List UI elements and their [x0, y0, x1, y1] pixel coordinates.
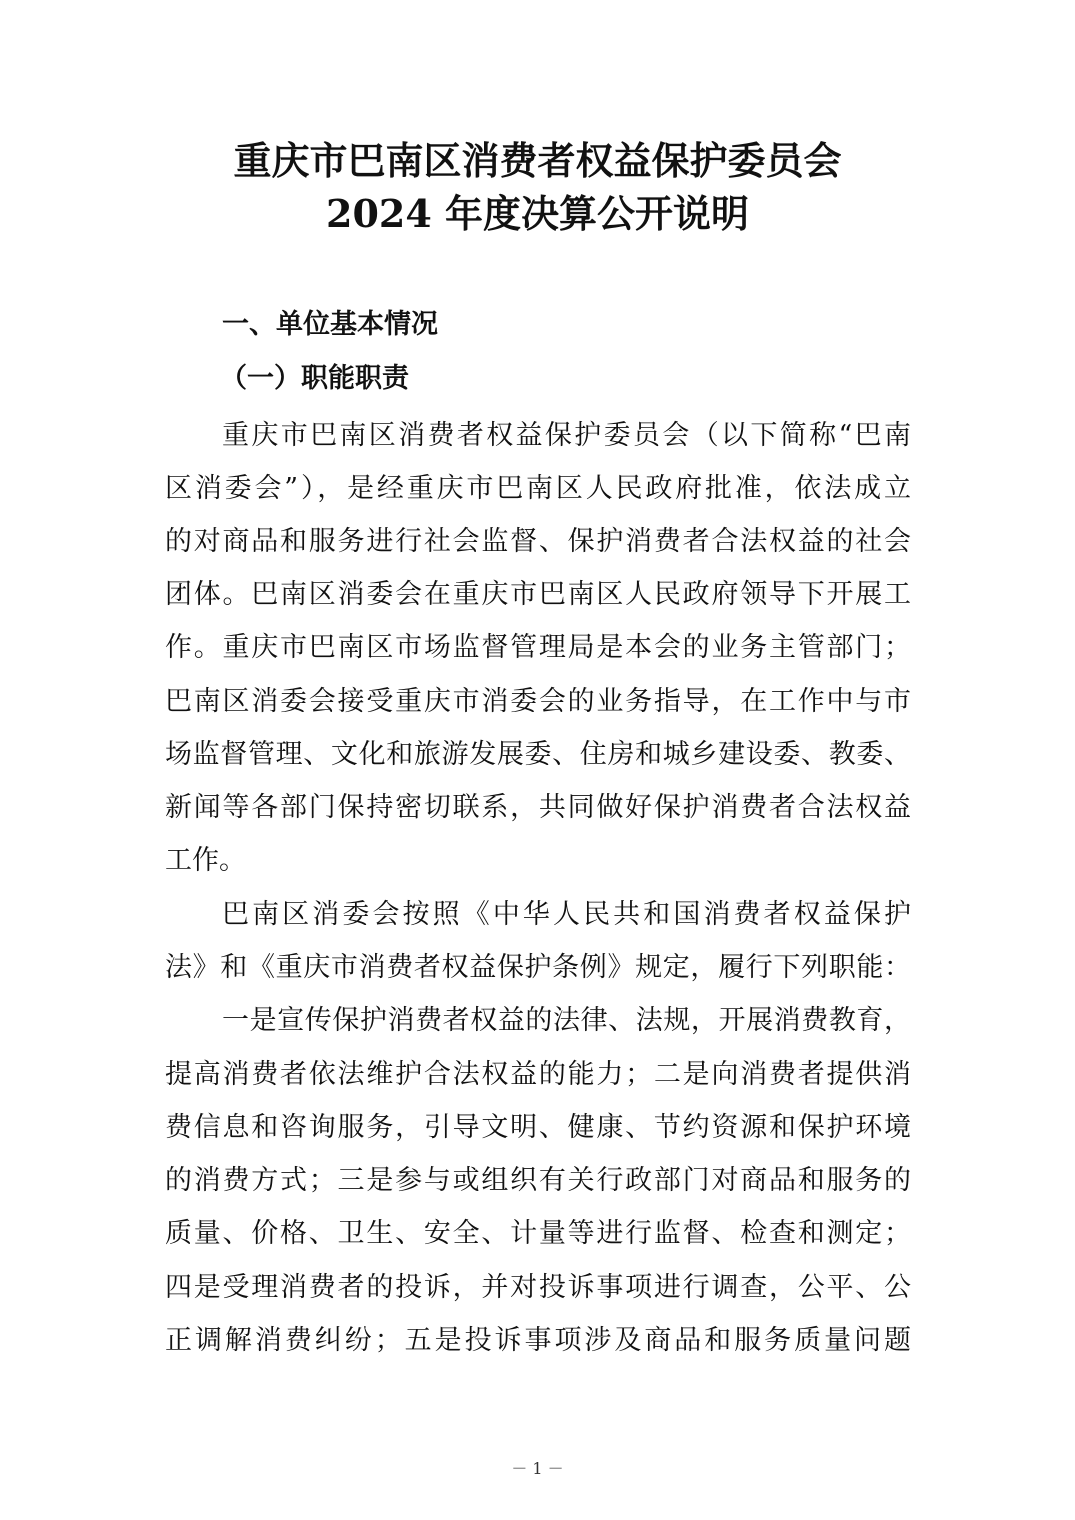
- paragraph-line: 法》和《重庆市消费者权益保护条例》规定，履行下列职能：: [165, 952, 911, 983]
- document-title-line-1: 重庆市巴南区消费者权益保护委员会: [233, 138, 842, 183]
- document-title-line-2: 2024 年度决算公开说明: [326, 191, 749, 236]
- paragraph-line: 重庆市巴南区消费者权益保护委员会（以下简称“巴南: [222, 420, 911, 451]
- paragraph-line: 场监督管理、文化和旅游发展委、住房和城乡建设委、教委、: [165, 739, 911, 770]
- paragraph-line: 提高消费者依法维护合法权益的能力；二是向消费者提供消: [165, 1059, 911, 1090]
- paragraph-line: 区消委会”），是经重庆市巴南区人民政府批准，依法成立: [165, 473, 911, 504]
- paragraph-line: 一是宣传保护消费者权益的法律、法规，开展消费教育，: [222, 1005, 911, 1036]
- page-number: － 1 －: [511, 1459, 564, 1478]
- section-heading: 一、单位基本情况: [222, 309, 438, 340]
- paragraph-line: 正调解消费纠纷；五是投诉事项涉及商品和服务质量问题: [165, 1325, 911, 1356]
- paragraph-line: 团体。巴南区消委会在重庆市巴南区人民政府领导下开展工: [165, 579, 911, 610]
- paragraph-line: 质量、价格、卫生、安全、计量等进行监督、检查和测定；: [165, 1218, 911, 1249]
- paragraph-line: 的对商品和服务进行社会监督、保护消费者合法权益的社会: [165, 526, 911, 557]
- subsection-heading: （一）职能职责: [220, 363, 409, 394]
- paragraph-line: 巴南区消委会按照《中华人民共和国消费者权益保护: [222, 899, 911, 930]
- paragraph-line: 工作。: [165, 845, 246, 876]
- paragraph-line: 四是受理消费者的投诉，并对投诉事项进行调查，公平、公: [165, 1272, 911, 1303]
- paragraph-line: 巴南区消委会接受重庆市消委会的业务指导，在工作中与市: [165, 686, 911, 717]
- paragraph-line: 费信息和咨询服务，引导文明、健康、节约资源和保护环境: [165, 1112, 911, 1143]
- paragraph-line: 新闻等各部门保持密切联系，共同做好保护消费者合法权益: [165, 792, 911, 823]
- paragraph-line: 的消费方式；三是参与或组织有关行政部门对商品和服务的: [165, 1165, 911, 1196]
- paragraph-line: 作。重庆市巴南区市场监督管理局是本会的业务主管部门；: [165, 632, 911, 663]
